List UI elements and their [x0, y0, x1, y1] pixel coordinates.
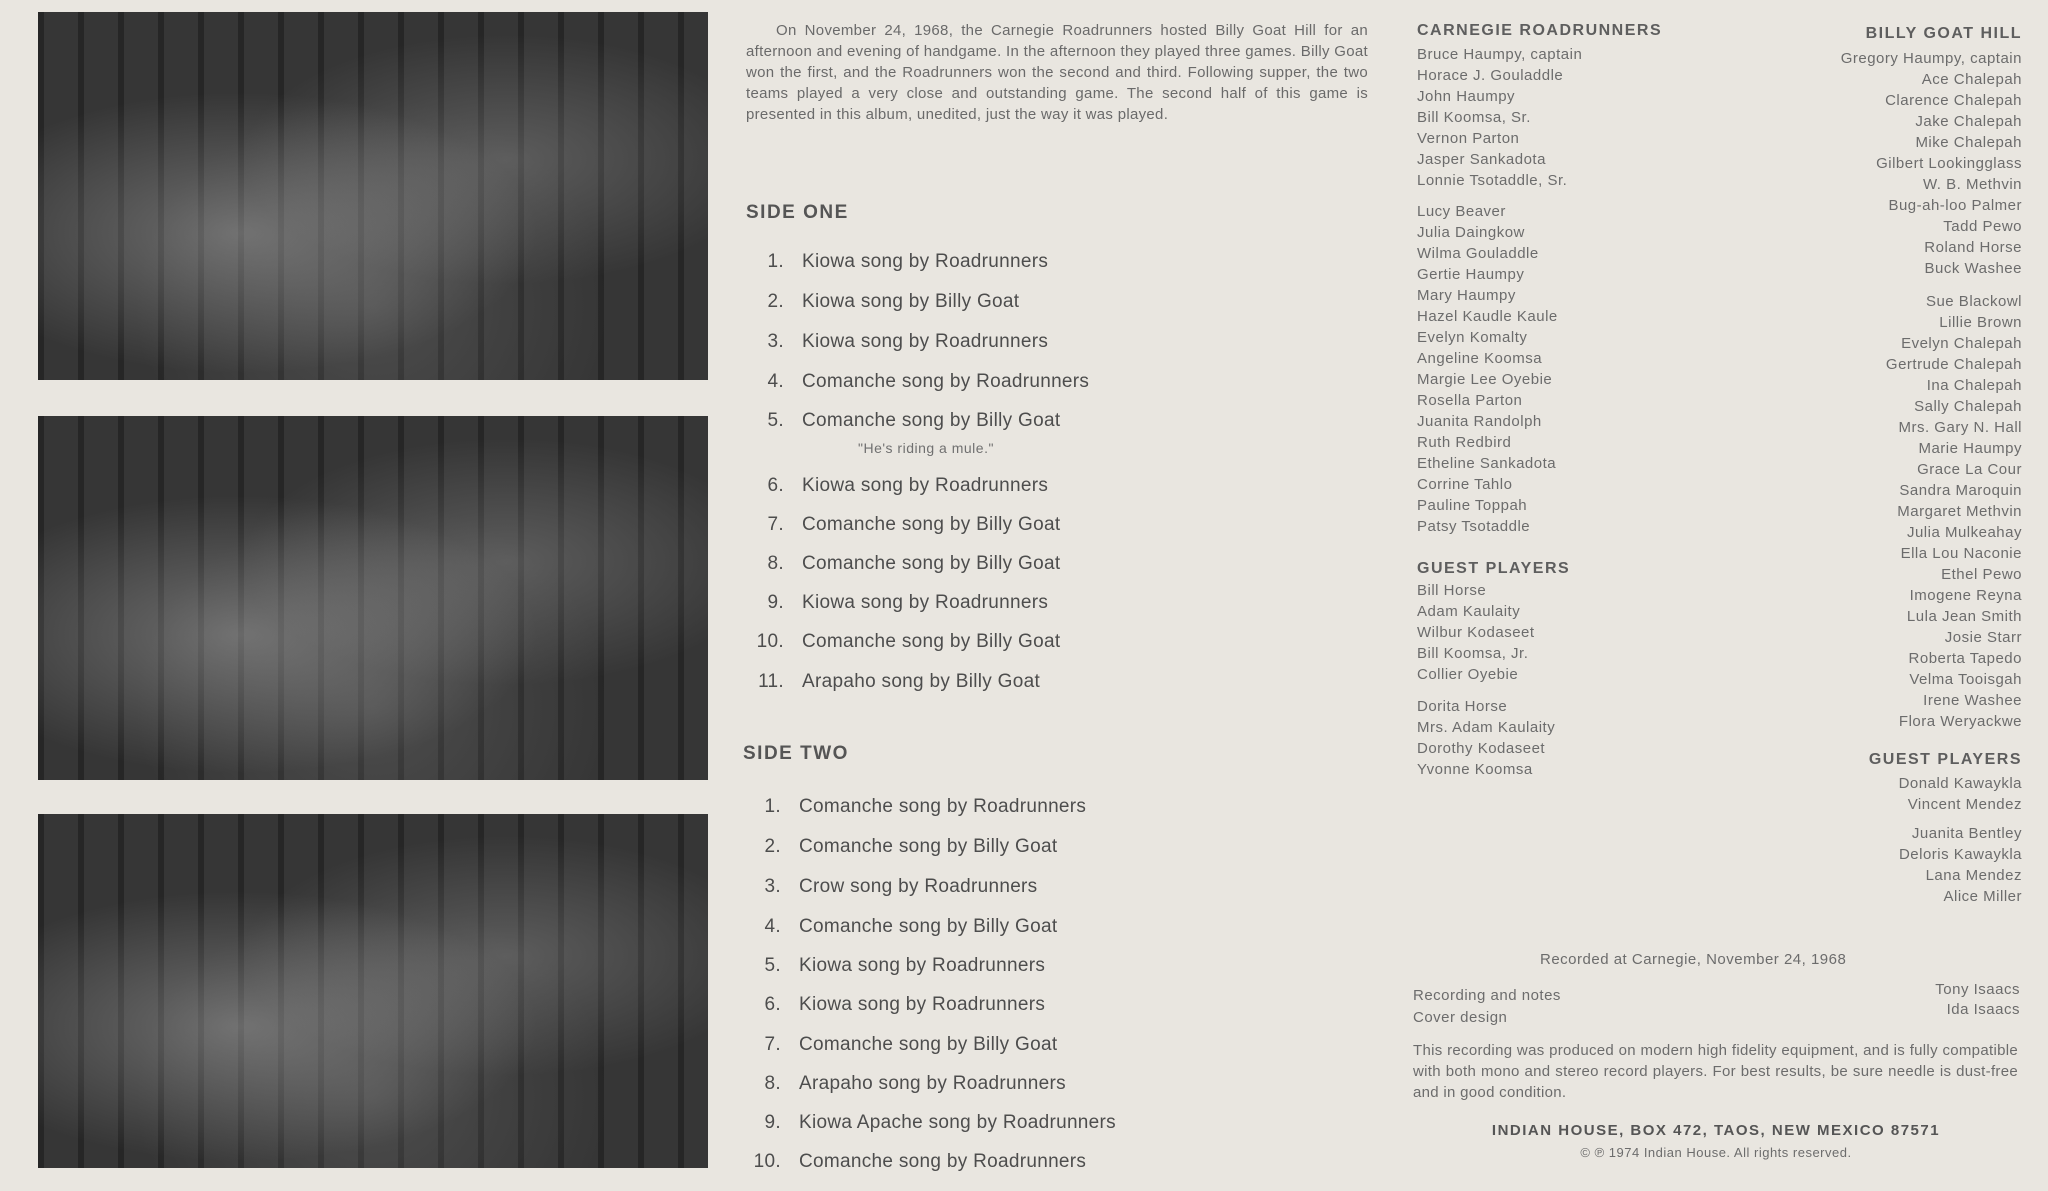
player-name: Margie Lee Oyebie [1417, 371, 1553, 388]
side-two-heading: SIDE TWO [743, 743, 849, 764]
player-name: Ella Lou Naconie [1900, 545, 2022, 562]
track-item [740, 251, 1048, 273]
player-name: Bug-ah-loo Palmer [1888, 197, 2022, 214]
player-name: Jake Chalepah [1915, 113, 2022, 130]
track-title: Comanche song by Roadrunners [799, 1151, 1087, 1172]
player-name: Lucy Beaver [1417, 203, 1506, 220]
player-name: Mrs. Gary N. Hall [1898, 419, 2022, 436]
track-title: Kiowa song by Roadrunners [802, 331, 1049, 352]
player-name: Ethel Pewo [1941, 566, 2022, 583]
player-name: Julia Mulkeahay [1906, 524, 2022, 541]
track-number: 10. [753, 1151, 781, 1172]
player-name: Rosella Parton [1417, 392, 1523, 409]
player-name: Mike Chalepah [1915, 134, 2022, 151]
roadrunners-men-list [1417, 44, 1582, 191]
track-item [740, 514, 1060, 536]
player-name: Gilbert Lookingglass [1876, 155, 2022, 172]
track-number: 9. [764, 1112, 781, 1133]
player-name: Jasper Sankadota [1417, 151, 1546, 168]
roadrunners-guest-men-list [1417, 580, 1535, 685]
cover-credit: Ida Isaacs [1946, 1001, 2020, 1018]
track-number: 3. [767, 331, 784, 352]
track-item [740, 553, 1060, 575]
track-item [740, 410, 1060, 432]
track-number: 7. [767, 514, 784, 535]
player-name: Julia Daingkow [1417, 224, 1525, 241]
track-title: Kiowa song by Roadrunners [799, 955, 1046, 976]
track-title: Kiowa song by Roadrunners [802, 475, 1049, 496]
player-name: Juanita Randolph [1417, 413, 1542, 430]
track-title: Crow song by Roadrunners [799, 876, 1038, 897]
billy-goat-men-list [1841, 48, 2022, 279]
player-name: Gregory Haumpy, captain [1840, 50, 2022, 67]
billy-goat-guest-heading: GUEST PLAYERS [1868, 751, 2022, 768]
fidelity-note: This recording was produced on modern high fidelity equipment, and is fully compatible with both mono and stereo record players. For best results, be sure needle is dust-free and in good condition. [1413, 1042, 2018, 1101]
track-title: Comanche song by Roadrunners [799, 796, 1087, 817]
player-name: Hazel Kaudle Kaule [1417, 308, 1558, 325]
track-title: Kiowa song by Roadrunners [802, 592, 1049, 613]
track-number: 6. [767, 475, 784, 496]
track-title: Kiowa song by Billy Goat [802, 291, 1020, 312]
track-number: 4. [764, 916, 781, 937]
track-number: 10. [756, 631, 784, 652]
player-name: Gertie Haumpy [1417, 266, 1525, 283]
track-title: Comanche song by Roadrunners [802, 371, 1090, 392]
player-name: Evelyn Chalepah [1901, 335, 2022, 352]
track-number: 4. [767, 371, 784, 392]
billy-goat-guest-women-list [1899, 823, 2022, 907]
player-name: Josie Starr [1944, 629, 2022, 646]
track-number: 6. [764, 994, 781, 1015]
player-name: Ruth Redbird [1417, 434, 1512, 451]
player-name: Sue Blackowl [1925, 293, 2022, 310]
track-number: 5. [767, 410, 784, 431]
player-name: Margaret Methvin [1897, 503, 2022, 520]
track-title: Kiowa song by Roadrunners [802, 251, 1049, 272]
track-item [737, 916, 1057, 938]
track-number: 5. [764, 955, 781, 976]
track-title: Kiowa Apache song by Roadrunners [799, 1112, 1116, 1133]
cover-label: Cover design [1413, 1009, 1508, 1026]
track-number: 8. [767, 553, 784, 574]
player-name: Lonnie Tsotaddle, Sr. [1417, 172, 1568, 189]
track-title: Arapaho song by Roadrunners [799, 1073, 1066, 1094]
player-name: Irene Washee [1923, 692, 2022, 709]
player-name: Ina Chalepah [1926, 377, 2022, 394]
roadrunners-guest-women-list [1417, 696, 1555, 780]
recorded-line: Recorded at Carnegie, November 24, 1968 [1540, 951, 1847, 968]
track-title: Comanche song by Billy Goat [802, 514, 1061, 535]
track-number: 9. [767, 592, 784, 613]
roadrunners-guest-heading: GUEST PLAYERS [1417, 560, 1571, 577]
player-name: Mary Haumpy [1417, 287, 1516, 304]
track-item [737, 796, 1086, 818]
handgame-photo-middle [38, 416, 708, 780]
track-item [740, 592, 1048, 614]
player-name: Dorita Horse [1417, 698, 1508, 715]
track-title: Comanche song by Billy Goat [802, 553, 1061, 574]
player-name: Lana Mendez [1925, 867, 2022, 884]
recording-label: Recording and notes [1413, 987, 1561, 1004]
track-number: 8. [764, 1073, 781, 1094]
track-title: Kiowa song by Roadrunners [799, 994, 1046, 1015]
track-number: 1. [764, 796, 781, 817]
track-item [740, 331, 1048, 353]
player-name: Bill Horse [1417, 582, 1487, 599]
track-item [737, 1034, 1057, 1056]
player-name: Evelyn Komalty [1417, 329, 1528, 346]
track-item [737, 1112, 1116, 1134]
player-name: Alice Miller [1943, 888, 2022, 905]
player-name: Imogene Reyna [1909, 587, 2022, 604]
player-name: Vernon Parton [1417, 130, 1520, 147]
track-number: 11. [758, 671, 784, 692]
track-item [737, 955, 1045, 977]
player-name: W. B. Methvin [1922, 176, 2022, 193]
track-title: Comanche song by Billy Goat [802, 410, 1061, 431]
track-item [740, 371, 1089, 393]
track-number: 7. [764, 1034, 781, 1055]
player-name: Vincent Mendez [1907, 796, 2022, 813]
track-title: Arapaho song by Billy Goat [802, 671, 1041, 692]
player-name: Bruce Haumpy, captain [1417, 46, 1583, 63]
handgame-photo-top [38, 12, 708, 380]
player-name: Adam Kaulaity [1417, 603, 1521, 620]
track-number: 1. [767, 251, 784, 272]
player-name: Corrine Tahlo [1417, 476, 1513, 493]
billy-goat-women-list [1886, 291, 2022, 732]
roadrunners-heading: CARNEGIE ROADRUNNERS [1417, 22, 1663, 39]
player-name: Grace La Cour [1917, 461, 2022, 478]
recording-credit: Tony Isaacs [1935, 981, 2020, 998]
player-name: Tadd Pewo [1943, 218, 2022, 235]
player-name: John Haumpy [1417, 88, 1516, 105]
player-name: Angeline Koomsa [1417, 350, 1543, 367]
player-name: Dorothy Kodaseet [1417, 740, 1546, 757]
track-item [737, 876, 1037, 898]
player-name: Mrs. Adam Kaulaity [1417, 719, 1556, 736]
player-name: Wilma Gouladdle [1417, 245, 1539, 262]
player-name: Yvonne Koomsa [1417, 761, 1533, 778]
track-subtitle: "He's riding a mule." [858, 440, 994, 456]
track-title: Comanche song by Billy Goat [799, 836, 1058, 857]
player-name: Pauline Toppah [1417, 497, 1528, 514]
track-number: 3. [764, 876, 781, 897]
player-name: Ace Chalepah [1921, 71, 2022, 88]
player-name: Marie Haumpy [1918, 440, 2022, 457]
intro-paragraph: On November 24, 1968, the Carnegie Roadrunners hosted Billy Goat Hill for an afternoon and evening of handgame. In the afternoon they played three games. Billy Goat won the first, and the Roadrunners won the second and third. Following supper, the two teams played a very close and outstanding game. The second half of this game is presented in this album, unedited, just the way it was played. [746, 22, 1368, 123]
player-name: Juanita Bentley [1911, 825, 2022, 842]
track-title: Comanche song by Billy Goat [799, 916, 1058, 937]
track-item [740, 475, 1048, 497]
player-name: Lula Jean Smith [1906, 608, 2022, 625]
billy-goat-heading: BILLY GOAT HILL [1865, 25, 2022, 42]
player-name: Roberta Tapedo [1908, 650, 2022, 667]
player-name: Wilbur Kodaseet [1417, 624, 1535, 641]
player-name: Buck Washee [1924, 260, 2022, 277]
player-name: Patsy Tsotaddle [1417, 518, 1531, 535]
handgame-photo-bottom [38, 814, 708, 1168]
track-item [737, 994, 1045, 1016]
player-name: Collier Oyebie [1417, 666, 1519, 683]
track-title: Comanche song by Billy Goat [799, 1034, 1058, 1055]
player-name: Etheline Sankadota [1417, 455, 1557, 472]
roadrunners-women-list [1417, 201, 1558, 537]
track-item [740, 671, 1040, 693]
track-item [740, 631, 1060, 653]
player-name: Deloris Kawaykla [1898, 846, 2022, 863]
copyright-line: © ℗ 1974 Indian House. All rights reserved. [1580, 1145, 1852, 1160]
player-name: Sally Chalepah [1914, 398, 2022, 415]
player-name: Velma Tooisgah [1909, 671, 2022, 688]
player-name: Bill Koomsa, Jr. [1417, 645, 1529, 662]
track-title: Comanche song by Billy Goat [802, 631, 1061, 652]
player-name: Clarence Chalepah [1885, 92, 2022, 109]
track-number: 2. [767, 291, 784, 312]
side-one-heading: SIDE ONE [746, 202, 849, 223]
player-name: Bill Koomsa, Sr. [1417, 109, 1531, 126]
track-number: 2. [764, 836, 781, 857]
player-name: Sandra Maroquin [1899, 482, 2022, 499]
player-name: Horace J. Gouladdle [1417, 67, 1564, 84]
publisher-address: INDIAN HOUSE, BOX 472, TAOS, NEW MEXICO 87571 [1491, 1122, 1941, 1139]
track-item [737, 836, 1057, 858]
player-name: Gertrude Chalepah [1885, 356, 2022, 373]
track-item [737, 1073, 1066, 1095]
player-name: Roland Horse [1924, 239, 2022, 256]
player-name: Donald Kawaykla [1898, 775, 2022, 792]
player-name: Flora Weryackwe [1898, 713, 2022, 730]
track-item [740, 291, 1019, 313]
track-item [737, 1151, 1086, 1173]
player-name: Lillie Brown [1939, 314, 2022, 331]
billy-goat-guest-men-list [1899, 773, 2022, 815]
